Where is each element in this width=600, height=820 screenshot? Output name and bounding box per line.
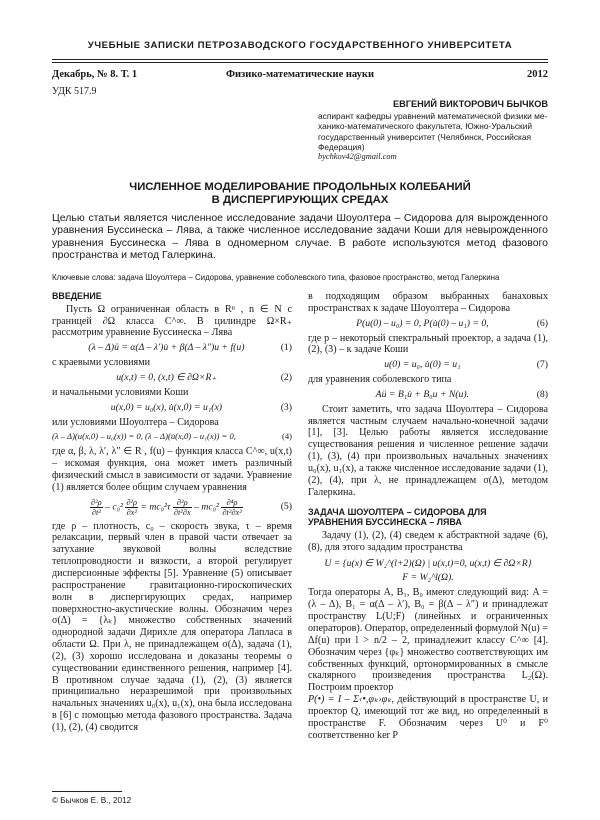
equation-body: (λ – Δ)(u(x,0) – u₀(x)) = 0, (λ – Δ)(u̇(x,0) – u₁(x)) = 0, [52,431,236,442]
paragraph: где α, β, λ, λ′, λ″ ∈ R , f(u) – функция класса C^∞, u(x,t) – искомая функция, она может иметь различный физический смысл в зависимости от задачи. Уравнение (1) является более общим случаем уравнения [52,446,292,493]
equation-number: (8) [536,388,548,400]
paragraph: или условиями Шоуолтера – Сидорова [52,416,219,428]
equation-3 [52,402,292,414]
paper-title [52,181,548,207]
equation-number: (3) [280,401,292,413]
paper-title-line: В ДИСПЕРГИРУЮЩИХ СРЕДАХ [211,194,389,206]
author-affiliation-line: аспирант кафедры уравнений математической физики ме- [318,111,548,122]
abstract: Целью статьи является численное исследование задачи Шоуолтера – Сидорова для вырожденного уравнения Буссинеска – Лява, а также численное исследование задачи Коши для невырожденного уравнения Буссинеска – Лява в одномерном случае. В работе используются метод фазового пространства и метод Галеркина. [52,212,548,262]
paragraph: в подходящим образом выбранных банаховых пространствах к задаче Шоуолтера – Сидорова [308,291,548,314]
equation-body: U = {u(x) ∈ W₂^(l+2)(Ω) | u(x,t)=0, u(x,t) ∈ ∂Ω×R} [324,557,532,569]
equation-7 [308,359,548,371]
equation-5 [52,498,292,517]
projector-formula: P(•) = I – Σ‹•,φₖ›φₖ, [308,694,395,706]
paragraph: с краевыми условиями [52,357,150,369]
equation-body: Aü = B₁u̇ + B₀u + N(u). [375,388,470,400]
author-name: ЕВГЕНИЙ ВИКТОРОВИЧ БЫЧКОВ [393,99,548,109]
section-heading-intro: ВВЕДЕНИЕ [52,291,102,301]
udk-code: УДК 517.9 [52,86,97,97]
fraction: $\frac{\text{∂³ρ}}{\text{∂t²∂x}}$ [173,497,191,517]
fraction: $\frac{\text{∂²ρ}}{\text{∂t²}}$ [90,497,102,517]
journal-year: 2012 [527,69,548,80]
author-affiliation-line: Федерация) [318,141,365,152]
paragraph: где ρ – плотность, c₀ – скорость звука, τ – время релаксации, первый член в правой части отвечает за затухание звуковой волны вследствие теплопроводности и вязкости, а второй регулирует дисперсионные эффекты [5]. Уравнение (5) описывает распространение гравитационно-гироскопических волн в диспергирующих средах, например поверхностно-акустические волны. Обозначим через σ(Δ) = {λₖ} множество собственных значений однородной задачи Дирихле для оператора Лапласа в области Ω. При λ, не принадлежащем σ(Δ), задача (1), (2), (3) хорошо исследована и доказаны теоремы о существовании единственного решения, например [4]. В противном случае задача (1), (2), (3) является принципиально неразрешимой при произвольных начальных значениях u₀(x), u₁(x), она была исследована в [6] с помощью метода фазового пространства. Задача (1), (2), (4) сводится [52,520,292,733]
right-column [308,291,548,741]
footer-rule [52,791,122,792]
journal-title: УЧЕБНЫЕ ЗАПИСКИ ПЕТРОЗАВОДСКОГО ГОСУДАРСТВЕННОГО УНИВЕРСИТЕТА [87,40,513,51]
paper-title-line: ЧИСЛЕННОЕ МОДЕЛИРОВАНИЕ ПРОДОЛЬНЫХ КОЛЕБАНИЙ [129,181,471,193]
paragraph: и начальными условиями Коши [52,386,189,398]
keywords: Ключевые слова: задача Шоуолтера – Сидорова, уравнение соболевского типа, фазовое пространство, метод Галеркина [52,273,500,282]
paragraph-continuation: действующий в пространстве U, и проектор Q, имеющий тот же вид, но определенный в пространстве F. Обозначим через U⁰ и F⁰ соответственно ker P [308,694,548,741]
paragraph: где p – некоторый спектральный проектор, а задача (1), (2), (3) – к задаче Коши [308,332,548,356]
equation-body: P(u(0) – u₀) = 0, P(u̇(0) – u₁) = 0, [356,317,489,329]
equation-body: $\frac{\text{∂²ρ}}{\text{∂t²}}$ – c₀² $\frac{\text{∂²ρ}}{\text{∂x²}}$ = mc₀²τ $\frac{\text{∂³ρ}}{\text{∂t²∂x}}$ – mc₀² $\frac{\text{∂⁴ρ}}{\text{∂t²∂x²}}$ [90,497,242,517]
equation-part: – mc₀² [194,501,219,513]
paragraph: Задачу (1), (2), (4) сведем к абстрактной задаче (6), (8), для этого зададим пространства [308,530,548,553]
header-rule-top [52,59,548,60]
fraction: $\frac{\text{∂²ρ}}{\text{∂x²}}$ [126,497,137,517]
journal-section: Физико-математические науки [225,69,374,80]
equation-space-f [308,572,548,584]
equation-part: = mc₀²τ [140,501,171,513]
paragraph: Пусть Ω ограниченная область в Rⁿ , n ∈ N с границей ∂Ω класса C^∞. В цилиндре Ω×R₊ рассмотрим уравнение Буссинеска – Лява [52,303,292,339]
copyright: © Бычков Е. В., 2012 [52,796,132,805]
author-block [318,99,548,162]
author-email[interactable]: bychkov42@gmail.com [318,152,397,162]
equation-number: (6) [536,317,548,329]
paragraph: для уравнения соболевского типа [308,374,452,386]
equation-body: u(x,0) = u₀(x), u̇(x,0) = u₁(x) [110,401,222,413]
paragraph: Тогда операторы A, B₁, B₀ имеют следующий вид: A = (λ – Δ), B₁ = α(Δ – λ′), B₀ = β(Δ – λ″) и принадлежат пространству L(U;F) (линейных и ограниченных операторов). Оператор, определенный формулой N(u) = Δf(u) при l > n/2 – 2, принадлежит классу C^∞ [4]. Обозначим через {φₖ} множество соответствующих им собственных функций, ортонормированных в смысле скалярного произведения пространства L₂(Ω). Построим проектор [308,587,548,694]
equation-8 [308,389,548,401]
equation-2 [52,372,292,384]
author-affiliation-line: государственный университет (Челябинск, Российская [318,131,532,142]
section-heading-line: ЗАДАЧА ШОУОЛТЕРА – СИДОРОВА ДЛЯ [308,506,487,517]
equation-4 [52,431,292,443]
equation-number: (2) [280,372,292,384]
fraction: $\frac{\text{∂⁴ρ}}{\text{∂t²∂x²}}$ [222,497,242,517]
equation-1 [52,342,292,354]
equation-6 [308,318,548,330]
paragraph: Стоит заметить, что задача Шоуолтера – Сидорова является частным случаем начально-конечной задачи [1], [3]. Целью работы является исследование существования решения и численное решение задачи (1), (3), (4) при произвольных начальных значениях u₀(x), u₁(x), а также численное исследование задачи (1), (2), (4), при λ, не принадлежащем σ(Δ), методом Галеркина. [308,403,548,498]
header-rule-bottom [52,62,548,63]
section-heading-shoualter [308,507,548,529]
paragraph [308,694,548,741]
equation-body: u(0) = u₀, u̇(0) = u₁ [384,359,461,371]
equation-body: F = W₂^l(Ω). [402,571,454,583]
author-affiliation-line: ханико-математического факультета, Южно-Уральский [318,121,533,132]
equation-body: u(x,t) = 0, (x,t) ∈ ∂Ω×R₊ [116,372,217,384]
equation-body: (λ – Δ)ü = α(Δ – λ′)u̇ + β(Δ – λ″)u + f(u) [88,342,245,354]
section-heading-line: УРАВНЕНИЯ БУССИНЕСКА – ЛЯВА [308,517,462,528]
equation-number: (4) [281,431,292,442]
equation-number: (7) [536,359,548,371]
left-column [52,291,292,734]
equation-space-u [308,558,548,570]
equation-number: (5) [280,501,292,513]
equation-number: (1) [280,342,292,354]
journal-issue: Декабрь, № 8. Т. 1 [52,69,138,80]
